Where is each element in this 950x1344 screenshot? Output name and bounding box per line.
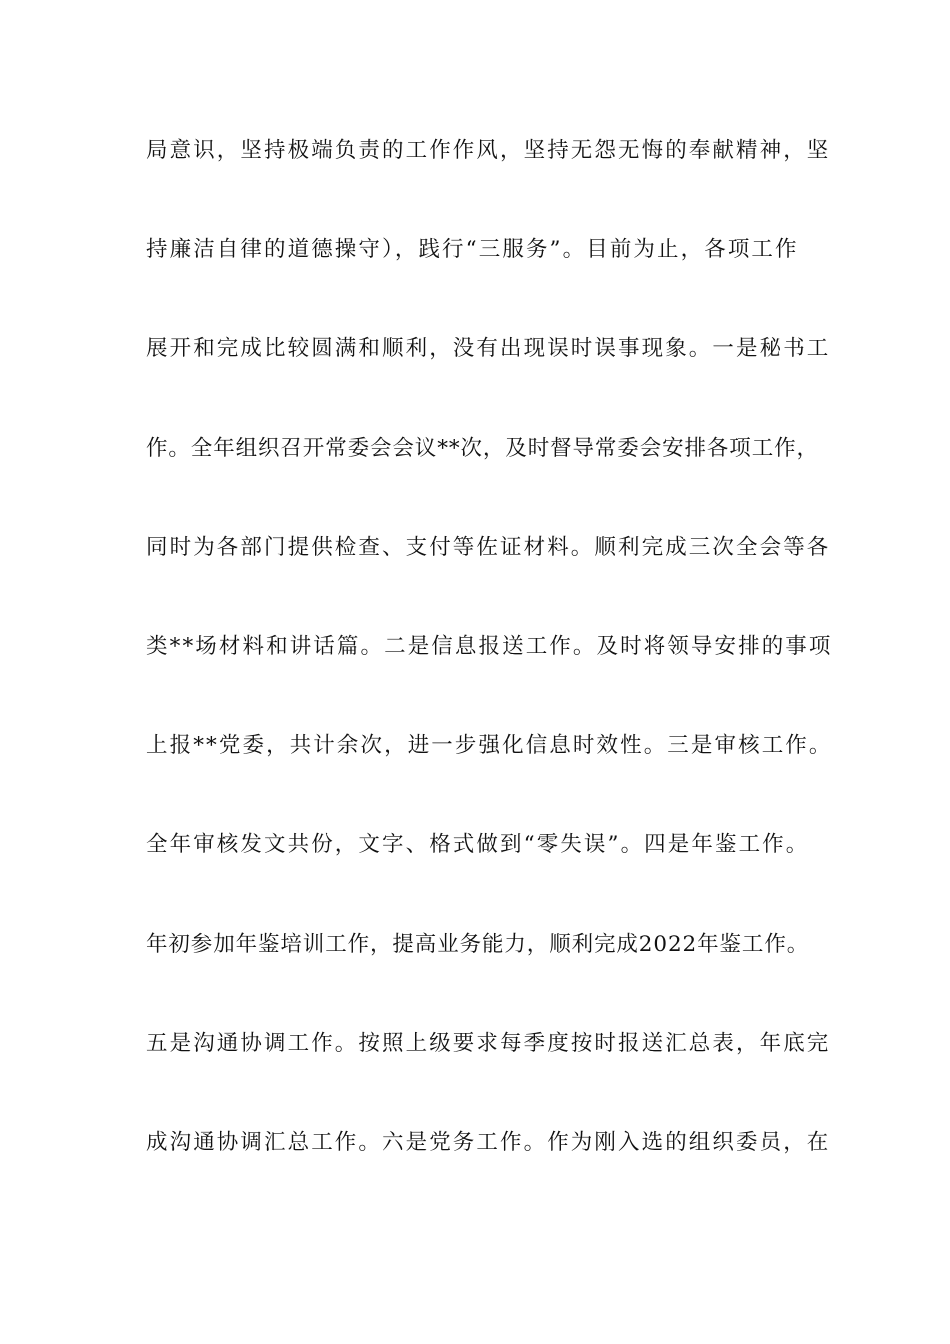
text-line: 作。全年组织召开常委会会议**次，及时督导常委会安排各项工作， xyxy=(146,435,819,461)
text-line: 成沟通协调汇总工作。六是党务工作。作为刚入选的组织委员，在 xyxy=(146,1129,831,1155)
text-line: 展开和完成比较圆满和顺利，没有出现误时误事现象。一是秘书工 xyxy=(146,336,831,362)
text-line: 全年审核发文共份，文字、格式做到“零失误”。四是年鉴工作。 xyxy=(146,832,810,858)
text-line: 同时为各部门提供检查、支付等佐证材料。顺利完成三次全会等各 xyxy=(146,534,831,560)
text-line: 上报**党委，共计余次，进一步强化信息时效性。三是审核工作。 xyxy=(146,733,833,759)
text-line: 持廉洁自律的道德操守），践行“三服务”。目前为止，各项工作 xyxy=(146,237,799,263)
text-line: 年初参加年鉴培训工作，提高业务能力，顺利完成2022年鉴工作。 xyxy=(146,931,810,957)
text-line: 局意识，坚持极端负责的工作作风，坚持无怨无悔的奉献精神，坚 xyxy=(146,138,831,163)
body-text xyxy=(146,131,833,1222)
text-line: 五是沟通协调工作。按照上级要求每季度按时报送汇总表，年底完 xyxy=(146,1030,831,1056)
text-line: 类**场材料和讲话篇。二是信息报送工作。及时将领导安排的事项 xyxy=(146,633,833,659)
